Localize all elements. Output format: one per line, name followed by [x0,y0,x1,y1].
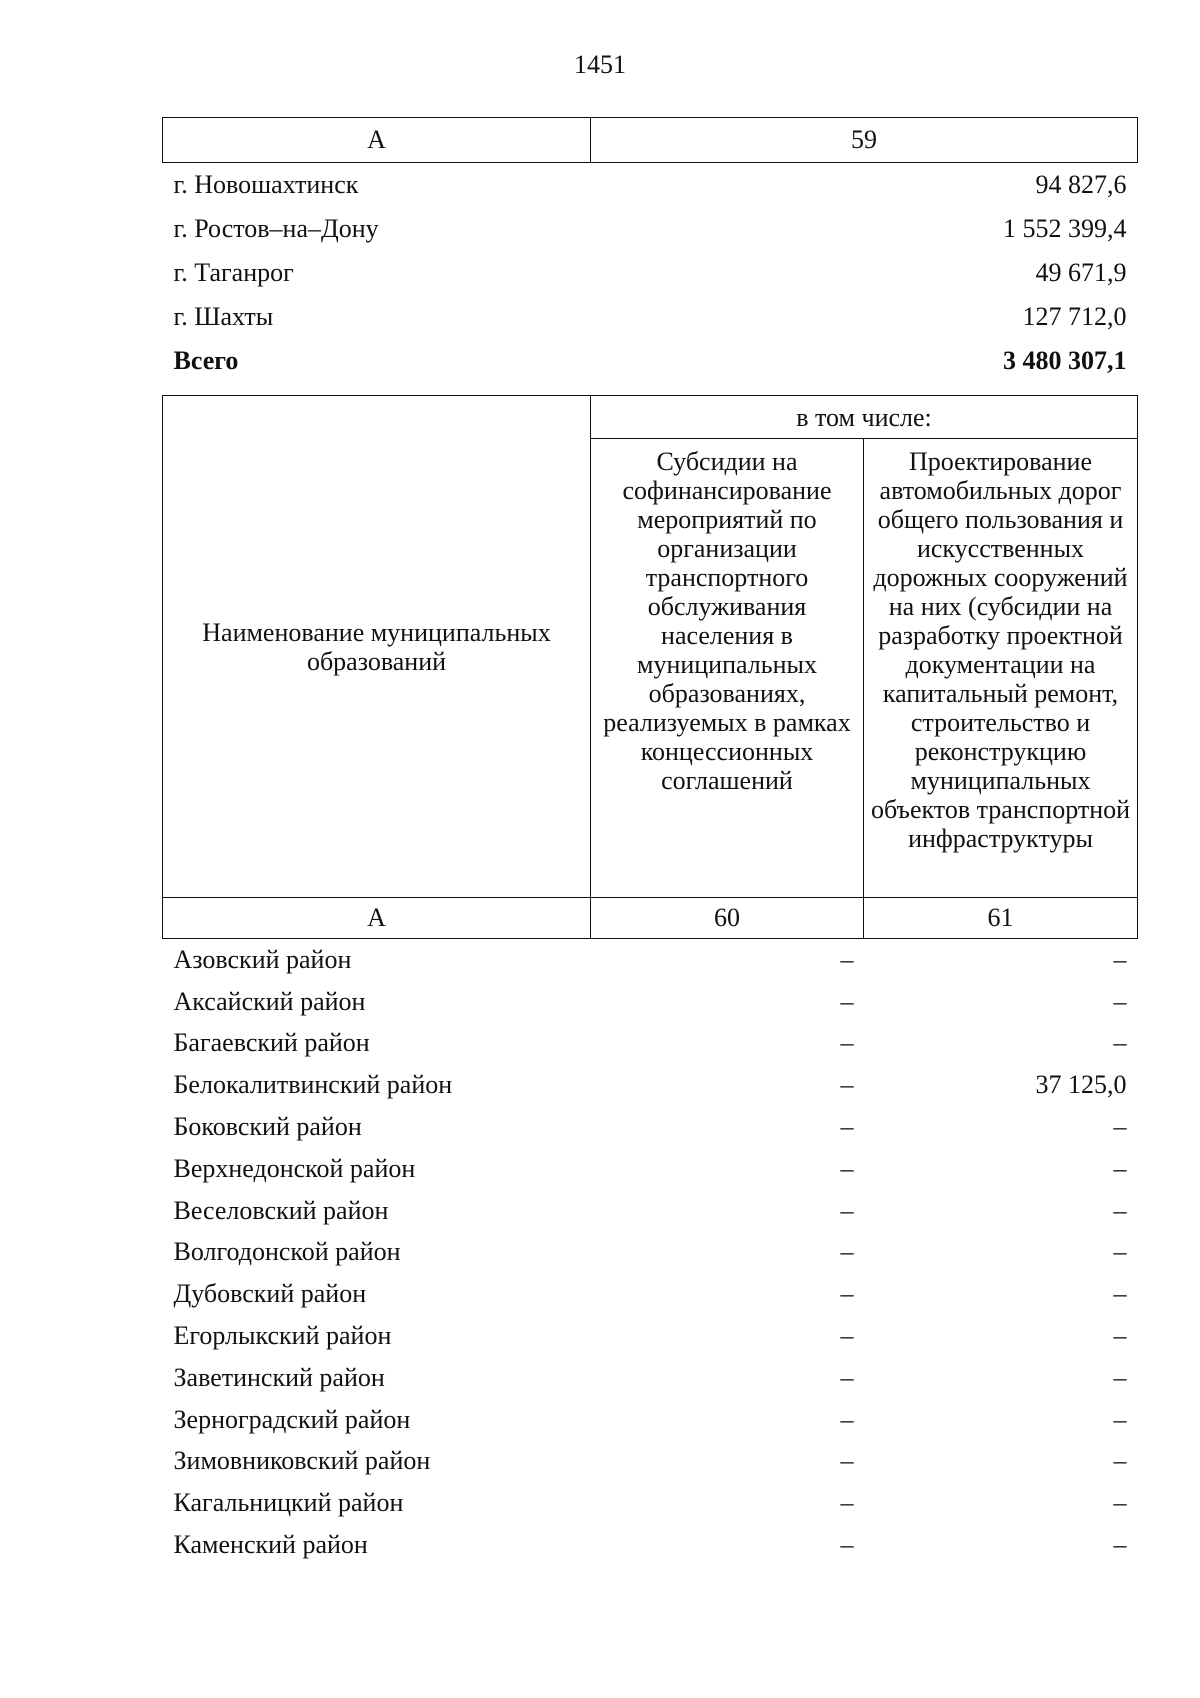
row-col60-value: – [840,1153,854,1183]
table-row [163,251,1138,295]
table-row [163,1023,1138,1065]
column-number-row [163,898,1138,939]
row-col61-value: – [1113,1446,1127,1476]
table-row [163,1106,1138,1148]
row-name: Волгодонской район [173,1237,401,1267]
row-col60-value: – [840,1530,854,1560]
top-table [162,117,1138,383]
row-col61-value: – [1113,1321,1127,1351]
table-row [163,295,1138,339]
col-number-60: 60 [591,898,864,939]
row-value: 49 671,9 [1035,258,1127,287]
row-col60-value: – [840,1446,854,1476]
col-number-a: А [163,898,591,939]
table-row [163,1190,1138,1232]
main-header-row [163,396,1138,439]
table-row [163,1273,1138,1315]
row-col60-value: – [840,1195,854,1225]
col61-header: Проектирование автомобильных дорог общего пользования и искусственных дорожных сооружений на них (субсидии на разработку проектной документации на капитальный ремонт, строительство и реконструкцию муниципальных объектов транспортной инфраструктуры [864,439,1138,898]
row-value: 94 827,6 [1035,170,1127,199]
row-name: Каменский район [173,1530,368,1560]
row-value: 127 712,0 [1022,302,1127,331]
row-name: Зимовниковский район [173,1446,431,1476]
table-row [163,981,1138,1023]
row-col60-value: – [840,1237,854,1267]
row-col60-value: – [840,1362,854,1392]
row-name: Зерноградский район [173,1404,411,1434]
name-column-header: Наименование муниципальных образований [163,396,591,898]
row-col60-value: – [840,1112,854,1142]
row-name: Белокалитвинский район [173,1070,453,1100]
table-row [163,939,1138,981]
total-value: 3 480 307,1 [1003,346,1127,375]
row-name: Багаевский район [173,1028,370,1058]
table-row [163,1232,1138,1274]
row-col60-value: – [840,1404,854,1434]
table-row [163,1524,1138,1566]
row-col61-value: – [1113,1488,1127,1518]
row-col61-value: 37 125,0 [1035,1070,1127,1100]
row-col61-value: – [1113,1195,1127,1225]
table-row [163,1482,1138,1524]
row-col61-value: – [1113,1237,1127,1267]
main-table [162,395,1138,1566]
table-row [163,1315,1138,1357]
row-name: г. Шахты [173,302,274,331]
row-name: Кагальницкий район [173,1488,404,1518]
row-col61-value: – [1113,944,1127,974]
including-header: в том числе: [591,396,1138,439]
row-name: Дубовский район [173,1279,367,1309]
table-row [163,163,1138,208]
row-col60-value: – [840,1070,854,1100]
table-row [163,207,1138,251]
table-row [163,1357,1138,1399]
row-name: Боковский район [173,1112,362,1142]
total-label: Всего [173,346,239,375]
row-col60-value: – [840,1279,854,1309]
row-col60-value: – [840,1488,854,1518]
table-row [163,1441,1138,1483]
row-col61-value: – [1113,1153,1127,1183]
row-name: г. Таганрог [173,258,294,287]
row-col61-value: – [1113,986,1127,1016]
row-col61-value: – [1113,1279,1127,1309]
row-col60-value: – [840,986,854,1016]
row-col60-value: – [840,1028,854,1058]
page-number: 1451 [574,50,626,79]
row-col61-value: – [1113,1028,1127,1058]
row-col60-value: – [840,1321,854,1351]
row-name: Егорлыкский район [173,1321,392,1351]
table-row [163,1148,1138,1190]
top-header-col-value: 59 [591,118,1138,163]
row-name: Верхнедонской район [173,1153,416,1183]
row-name: Аксайский район [173,986,366,1016]
row-col60-value: – [840,944,854,974]
row-col61-value: – [1113,1362,1127,1392]
row-name: Азовский район [173,944,352,974]
row-name: Веселовский район [173,1195,389,1225]
row-value: 1 552 399,4 [1003,214,1127,243]
table-row [163,1064,1138,1106]
main-table-body [163,939,1138,1566]
total-row [163,339,1138,383]
top-table-header [163,118,1138,163]
col-number-61: 61 [864,898,1138,939]
row-col61-value: – [1113,1404,1127,1434]
top-header-col-a: А [163,118,591,163]
row-name: г. Ростов–на–Дону [173,214,379,243]
row-col61-value: – [1113,1112,1127,1142]
row-name: г. Новошахтинск [173,170,359,199]
table-row [163,1399,1138,1441]
row-col61-value: – [1113,1530,1127,1560]
col60-header: Субсидии на софинансирование мероприятий по организации транспортного обслуживания населения в муниципальных образованиях, реализуемых в рамках концессионных соглашений [591,439,864,898]
row-name: Заветинский район [173,1362,385,1392]
